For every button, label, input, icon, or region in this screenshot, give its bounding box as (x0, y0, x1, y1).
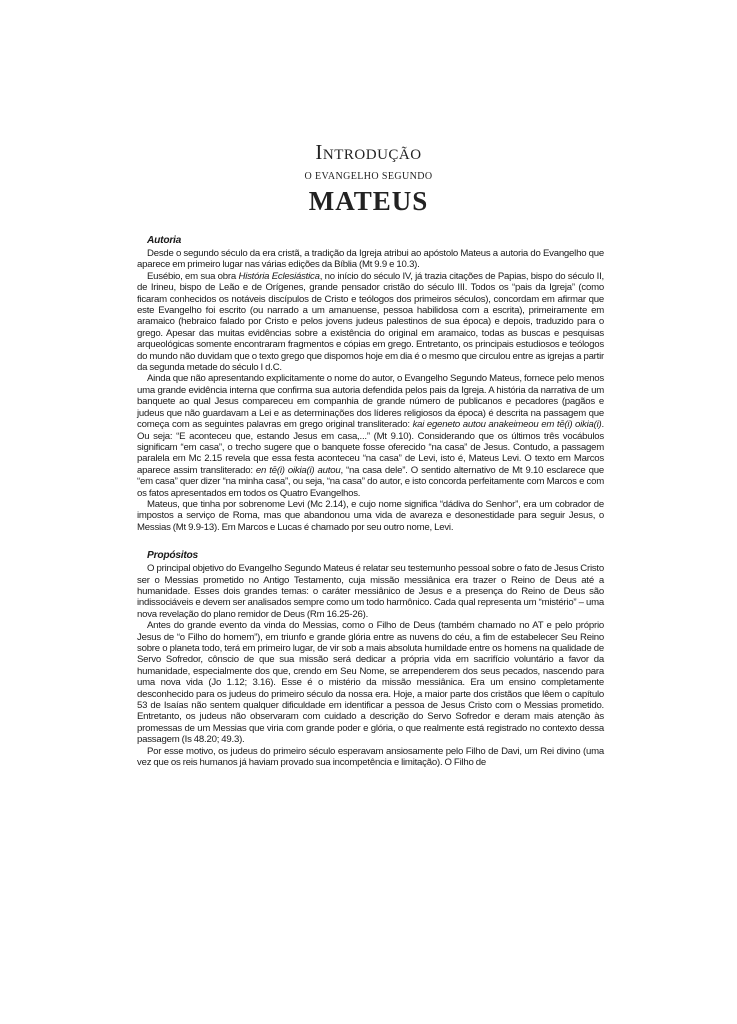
paragraph (137, 563, 604, 620)
chapter-title: Introdução (315, 140, 422, 164)
paragraph (137, 373, 604, 498)
section-heading: Propósitos (147, 550, 199, 562)
italic-transliteration: kai egeneto autou anakeimeou em tē(i) oikia(i) (412, 419, 602, 431)
book-name: MATEUS (308, 186, 429, 216)
paragraph (137, 248, 604, 271)
italic-title: História Eclesiástica (238, 270, 320, 282)
section-autoria (137, 235, 604, 533)
italic-transliteration: en tē(i) oikia(i) autou (255, 464, 341, 476)
text-span: Por esse motivo, os judeus do primeiro século esperavam ansiosamente pelo Filho de Davi, um Rei divino (uma vez que os reis humanos já haviam provado sua incompetência e limitação). O Filho de (137, 745, 604, 769)
paragraph (137, 271, 604, 374)
paragraph (137, 746, 604, 769)
text-span: Antes do grande evento da vinda do Messias, como o Filho de Deus (também chamado no AT e pelo próprio Jesus de “o Filho do homem”), em triunfo e grande glória entre as nuvens do céu, a fim de estabelecer Seu Reino sobre o planeta todo, terá em primeiro lugar, de vir sob a mais absoluta humildade entre os homens na qualidade de Servo Sofredor, cônscio de que sua missão será dedicar a própria vida em sacrifício voluntário a favor da humanidade, especialmente dos que, crendo em Seu Nome, se arrependerem dos seus pecados, nascendo para uma nova vida (Jo 1.12; 3.16). Esse é o mistério da missão messiânica. Era um ensino completamente desconhecido para os judeus do primeiro século da nossa era. Hoje, a maior parte dos cristãos que lêem o capítulo 53 de Isaías não sentem qualquer dificuldade em identificar a pessoa de Jesus Cristo com o Messias prometido. Entretanto, os judeus não observaram com cuidado a descrição do Servo Sofredor e deram mais atenção às promessas de um Messias que viria com grande poder e glória, o que realmente está registrado no contexto dessa passagem (Is 48.20; 49.3). (137, 620, 604, 746)
text-span: , “na casa dele”. O sentido alternativo de Mt 9.10 esclarece que “em casa” quer dizer “na minha casa”, ou seja, “na casa” do autor, e isto concorda perfeitamente com Marcos e com os fatos apresentados em todos os Quatro Evangelhos. (137, 464, 604, 499)
text-span: Desde o segundo século da era cristã, a tradição da Igreja atribui ao apóstolo Mateus a autoria do Evangelho que aparece em primeiro lugar nas várias edições da Bíblia (Mt 9.9 e 10.3). (137, 248, 604, 271)
chapter-header (0, 140, 737, 216)
paragraph (137, 620, 604, 745)
text-span: Eusébio, em sua obra (147, 270, 239, 282)
body-text (137, 235, 604, 768)
text-span: Mateus, que tinha por sobrenome Levi (Mc 2.14), e cujo nome significa “dádiva do Senhor”, era um cobrador de impostos a serviço de Roma, mas que abandonou uma vida de avareza e desonestidade para seguir Jesus, o Messias (Mt 9.9-13). Em Marcos e Lucas é chamado por seu outro nome, Levi. (137, 498, 604, 533)
section-heading: Autoria (147, 235, 182, 246)
text-span: O principal objetivo do Evangelho Segundo Mateus é relatar seu testemunho pessoal sobre o fato de Jesus Cristo ser o Messias prometido no Antigo Testamento, cuja missão messiânica era trazer o Reino de Deus até a humanidade. Esses dois grandes temas: o caráter messiânico de Jesus e a presença do Reino de Deus são indissociáveis e devem ser analisados sempre como um todo harmônico. Cada qual representa um “mistério” – uma nova revelação do plano remidor de Deus (Rm 16.25-26). (137, 563, 604, 620)
text-span: . Ou seja: “E aconteceu que, estando Jesus em casa,...” (Mt 9.10). Considerando que os últimos três vocábulos significam “em casa”, o trecho sugere que o banquete fosse oferecido “na casa” de Jesus. Contudo, a passagem paralela em Mc 2.15 revela que essa festa aconteceu “na casa” de Levi, isto é, Mateus Levi. O texto em Marcos aparece assim transliterado: (137, 419, 604, 476)
chapter-subtitle: O EVANGELHO SEGUNDO (304, 171, 433, 182)
section-propositos (137, 550, 604, 768)
text-span: , no início do século IV, já trazia citações de Papias, bispo do século II, de Irineu, bispo de Leão e de Orígenes, grande pensador cristão do século III. Todos os “pais da Igreja” (como ficaram conhecidos os notáveis discípulos de Cristo e teólogos dos primeiros séculos), concordam em afirmar que este Evangelho foi escrito (ou narrado a um amanuense, pessoa habilidosa com a escrita), primeiramente em aramaico (hebraico falado por Cristo e pelos jovens judeus palestinos de sua época) e depois, traduzido para o grego. Apesar das muitas evidências sobre a existência do original em aramaico, todas as buscas e pesquisas arqueológicas somente encontraram fragmentos e cópias em grego. Entretanto, os principais estudiosos e teólogos do mundo não duvidam que o texto grego que dispomos hoje em dia é o mesmo que circulou entre as igrejas a partir da segunda metade do século I d.C. (137, 270, 604, 374)
text-span: Ainda que não apresentando explicitamente o nome do autor, o Evangelho Segundo Mateus, fornece pelo menos uma grande evidência interna que confirma sua autoria defendida pelos pais da Igreja. A história da narrativa de um banquete ao qual Jesus compareceu em companhia de grande número de publicanos e pecadores (pagãos e judeus que não guardavam a Lei e as determinações dos líderes religiosos da época) é descrita na passagem que começa com as seguintes palavras em grego original transliterado: (137, 373, 604, 431)
paragraph (137, 499, 604, 533)
